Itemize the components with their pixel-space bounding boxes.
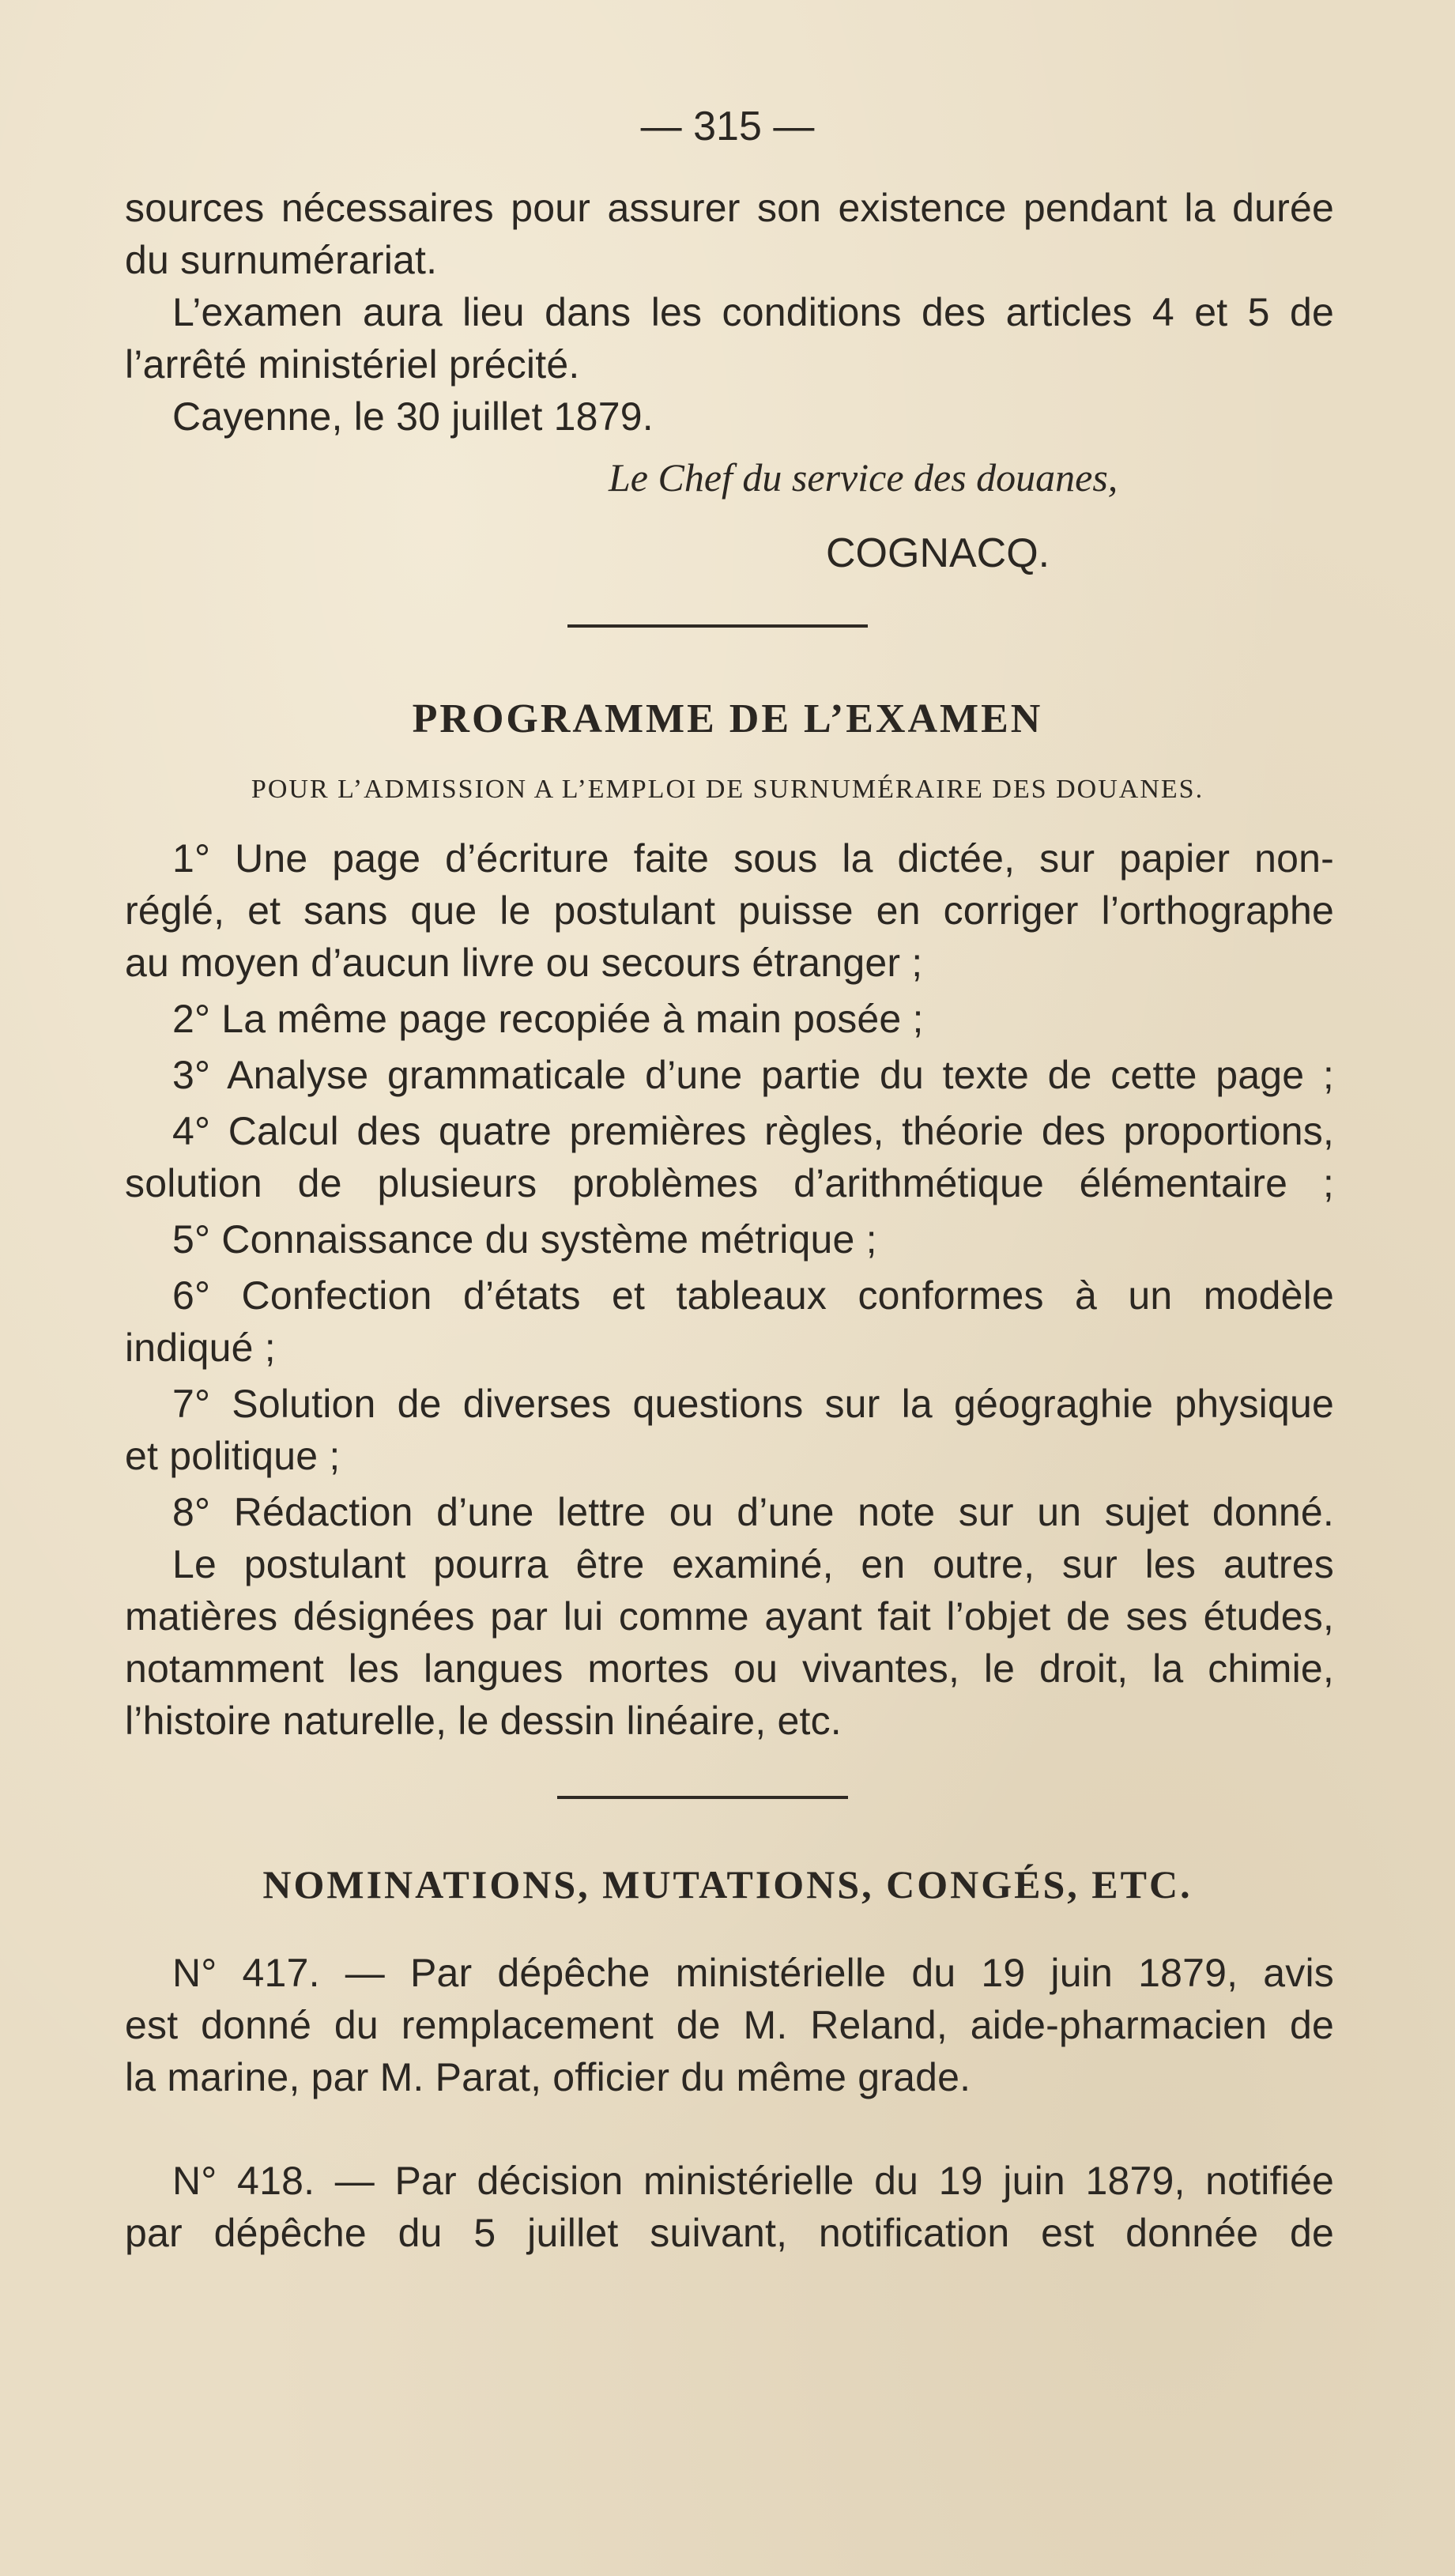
signature-name: COGNACQ.	[826, 530, 1050, 576]
programme-line-8: 5° Connaissance du système métrique ;	[172, 1217, 877, 1262]
programme-subtitle: POUR L’ADMISSION A L’EMPLOI DE SURNUMÉRAIRE DES DOUANES.	[251, 775, 1204, 804]
intro-date: Cayenne, le 30 juillet 1879.	[172, 394, 654, 439]
programme-line-6: 4° Calcul des quatre premières règles, théorie des proportions,	[172, 1109, 1334, 1153]
page-number: — 315 —	[640, 104, 815, 149]
programme-line-1: 1° Une page d’écriture faite sous la dictée, sur papier non-	[172, 836, 1334, 881]
programme-line-12: et politique ;	[125, 1434, 341, 1478]
nominations-title: NOMINATIONS, MUTATIONS, CONGÉS, ETC.	[262, 1862, 1193, 1907]
programme-line-4: 2° La même page recopiée à main posée ;	[172, 997, 924, 1041]
signature-title: Le Chef du service des douanes,	[609, 455, 1118, 500]
programme-line-17: l’histoire naturelle, le dessin linéaire, etc.	[125, 1699, 842, 1743]
programme-line-5: 3° Analyse grammaticale d’une partie du texte de cette page ;	[172, 1053, 1334, 1097]
nominations-line-2: est donné du remplacement de M. Reland, aide-pharmacien de	[125, 2003, 1334, 2047]
programme-title: PROGRAMME DE L’EXAMEN	[412, 696, 1043, 741]
programme-line-13: 8° Rédaction d’une lettre ou d’une note sur un sujet donné.	[172, 1490, 1334, 1534]
programme-line-16: notamment les langues mortes ou vivantes, le droit, la chimie,	[125, 1646, 1334, 1691]
intro-line-3: L’examen aura lieu dans les conditions des articles 4 et 5 de	[172, 290, 1334, 334]
programme-line-7: solution de plusieurs problèmes d’arithmétique élémentaire ;	[125, 1161, 1334, 1205]
divider-rule-1	[567, 624, 868, 628]
programme-line-10: indiqué ;	[125, 1326, 276, 1370]
nominations-line-1: N° 417. — Par dépêche ministérielle du 19 juin 1879, avis	[172, 1951, 1334, 1995]
nominations-line-5: par dépêche du 5 juillet suivant, notification est donnée de	[125, 2211, 1334, 2255]
divider-rule-2	[557, 1796, 848, 1799]
nominations-line-3: la marine, par M. Parat, officier du même grade.	[125, 2055, 971, 2099]
programme-line-9: 6° Confection d’états et tableaux conformes à un modèle	[172, 1273, 1334, 1318]
programme-line-15: matières désignées par lui comme ayant fait l’objet de ses études,	[125, 1594, 1334, 1639]
programme-line-11: 7° Solution de diverses questions sur la géograghie physique	[172, 1382, 1334, 1426]
nominations-line-4: N° 418. — Par décision ministérielle du 19 juin 1879, notifiée	[172, 2159, 1334, 2203]
intro-line-4: l’arrêté ministériel précité.	[125, 342, 580, 387]
programme-line-14: Le postulant pourra être examiné, en outre, sur les autres	[172, 1542, 1334, 1586]
programme-line-3: au moyen d’aucun livre ou secours étranger ;	[125, 941, 923, 985]
intro-line-1: sources nécessaires pour assurer son existence pendant la durée	[125, 186, 1334, 230]
programme-line-2: réglé, et sans que le postulant puisse en corriger l’orthographe	[125, 888, 1334, 933]
intro-line-2: du surnumérariat.	[125, 238, 438, 282]
